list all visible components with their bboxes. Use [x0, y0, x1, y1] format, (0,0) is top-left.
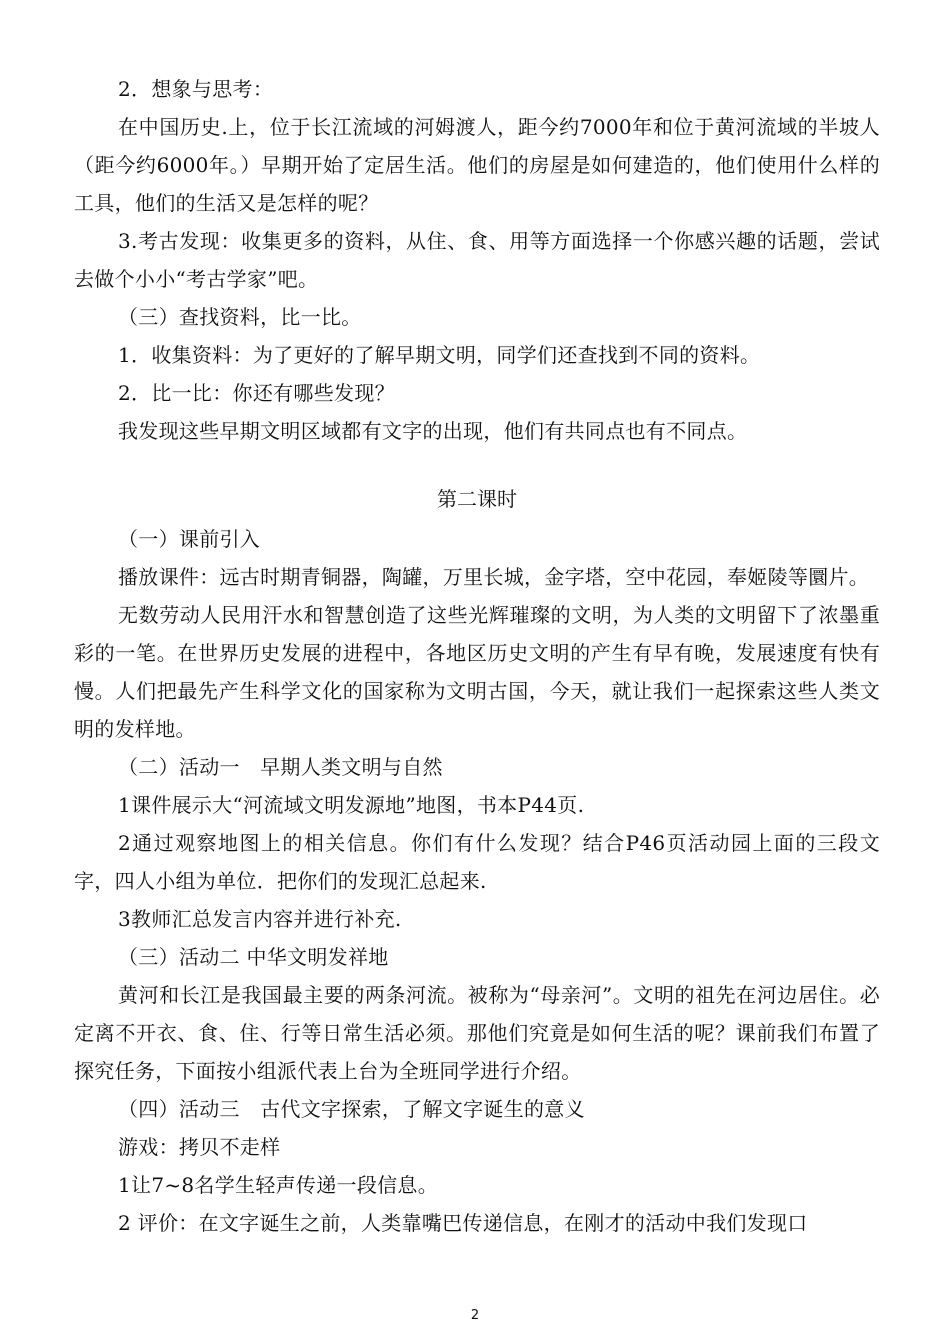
paragraph: 3.考古发现：收集更多的资料，从住、食、用等方面选择一个你感兴趣的话题，尝试去做个小小“考古学家”吧。: [74, 229, 880, 291]
paragraph: 我发现这些早期文明区域都有文字的出现，他们有共同点也有不同点。: [118, 419, 748, 443]
paragraph: 1．收集资料：为了更好的了解早期文明，同学们还查找到不同的资料。: [118, 343, 761, 367]
paragraph: 3教师汇总发言内容并进行补充.: [118, 907, 402, 931]
paragraph: 游戏：拷贝不走样: [118, 1135, 281, 1159]
paragraph: （三）查找资料，比一比。: [118, 305, 362, 329]
paragraph: （三）活动二 中华文明发祥地: [118, 945, 389, 969]
bottom-section: [74, 520, 880, 1242]
top-section: [74, 70, 880, 450]
paragraph: 在中国历史.上，位于长江流域的河姆渡人，距今约7000年和位于黄河流域的半坡人（距今约6000年。）早期开始了定居生活。他们的房屋是如何建造的，他们使用什么样的工具，他们的生活又是怎样的呢？: [74, 115, 880, 215]
page-number: 2: [470, 1308, 480, 1323]
paragraph: 播放课件：远古时期青铜器，陶罐，万里长城，金字塔，空中花园，奉姬陵等圜片。: [118, 565, 870, 589]
paragraph: （一）课前引入: [118, 527, 261, 551]
paragraph: 2 评价：在文字诞生之前，人类靠嘴巴传递信息，在刚才的活动中我们发现口: [118, 1211, 808, 1235]
paragraph: 1课件展示大“河流域文明发源地”地图，书本P44页.: [118, 793, 585, 817]
section-title: 第二课时: [437, 487, 517, 511]
paragraph: 2．想象与思考：: [118, 77, 274, 101]
paragraph: 黄河和长江是我国最主要的两条河流。被称为“母亲河”。文明的祖先在河边居住。必定离不开衣、食、住、行等日常生活必须。那他们究竟是如何生活的呢？课前我们布置了探究任务，下面按小组派代表上台为全班同学进行介绍。: [74, 983, 880, 1083]
paragraph: 2．比一比：你还有哪些发现？: [118, 381, 395, 405]
document-page: [74, 70, 880, 1242]
paragraph: 2通过观察地图上的相关信息。你们有什么发现？结合P46页活动园上面的三段文字，四人小组为单位．把你们的发现汇总起来.: [74, 831, 880, 893]
section-spacer: [74, 450, 880, 480]
paragraph: （四）活动三 古代文字探索，了解文字诞生的意义: [118, 1097, 585, 1121]
paragraph: （二）活动一 早期人类文明与自然: [118, 755, 443, 779]
paragraph: 无数劳动人民用汗水和智慧创造了这些光辉璀璨的文明，为人类的文明留下了浓墨重彩的一笔。在世界历史发展的进程中，各地区历史文明的产生有早有晚，发展速度有快有慢。人们把最先产生科学文化的国家称为文明古国，今天，就让我们一起探索这些人类文明的发样地。: [74, 603, 880, 741]
paragraph: 1让7~8名学生轻声传递一段信息。: [118, 1173, 439, 1197]
